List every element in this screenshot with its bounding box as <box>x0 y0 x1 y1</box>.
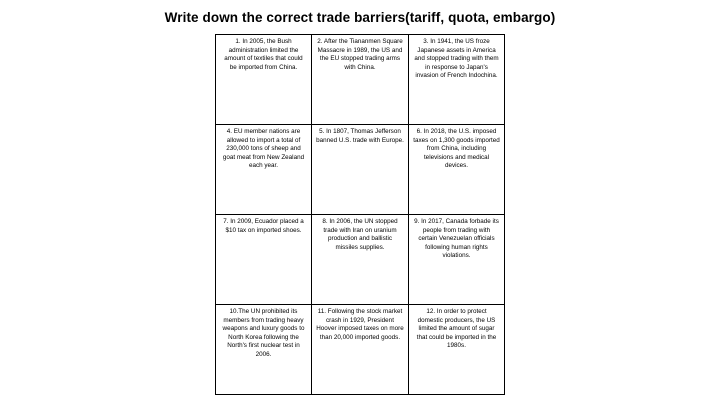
scenario-cell-2: 2. After the Tiananmen Square Massacre in 1989, the US and the EU stopped trading arms with China. <box>312 35 409 125</box>
table-row <box>216 305 505 395</box>
scenario-cell-1: 1. In 2005, the Bush administration limited the amount of textiles that could be imported from China. <box>216 35 312 125</box>
scenario-cell-11: 11. Following the stock market crash in 1929, President Hoover imposed taxes on more than 20,000 imported goods. <box>312 305 409 395</box>
scenario-cell-4: 4. EU member nations are allowed to import a total of 230,000 tons of sheep and goat meat from New Zealand each year. <box>216 125 312 215</box>
table-row <box>216 35 505 125</box>
page-title: Write down the correct trade barriers(tariff, quota, embargo) <box>164 10 556 25</box>
scenario-cell-10: 10.The UN prohibited its members from trading heavy weapons and luxury goods to North Korea following the North's first nuclear test in 2006. <box>216 305 312 395</box>
scenario-cell-9: 9. In 2017, Canada forbade its people from trading with certain Venezuelan officials following human rights violations. <box>409 215 505 305</box>
scenario-cell-6: 6. In 2018, the U.S. imposed taxes on 1,300 goods imported from China, including televisions and medical devices. <box>409 125 505 215</box>
scenario-cell-12: 12. In order to protect domestic producers, the US limited the amount of sugar that could be imported in the 1980s. <box>409 305 505 395</box>
table-row <box>216 215 505 305</box>
scenario-cell-8: 8. In 2006, the UN stopped trade with Iran on uranium production and ballistic missiles supplies. <box>312 215 409 305</box>
scenario-cell-7: 7. In 2009, Ecuador placed a $10 tax on imported shoes. <box>216 215 312 305</box>
scenario-cell-5: 5. In 1807, Thomas Jefferson banned U.S. trade with Europe. <box>312 125 409 215</box>
scenario-cell-3: 3. In 1941, the US froze Japanese assets in America and stopped trading with them in response to Japan's invasion of French Indochina. <box>409 35 505 125</box>
table-row <box>216 125 505 215</box>
trade-barrier-table <box>215 34 505 395</box>
